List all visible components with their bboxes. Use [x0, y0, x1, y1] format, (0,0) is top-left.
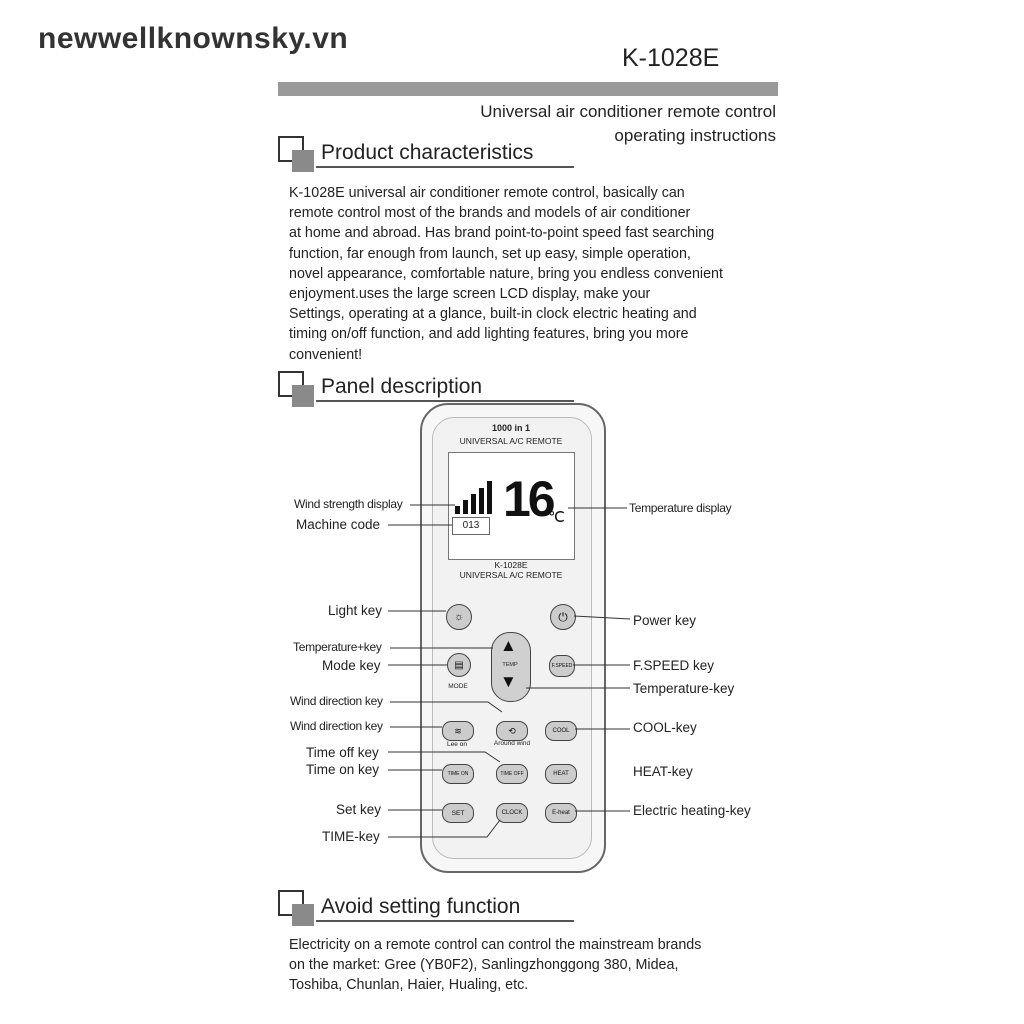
- label-wind-strength: Wind strength display: [294, 497, 403, 511]
- section-square-icon: [278, 890, 314, 926]
- machine-code-display: 013: [452, 517, 490, 535]
- mode-icon: ▤: [454, 659, 464, 671]
- paragraph-line: novel appearance, comfortable nature, bring you endless convenient: [289, 265, 723, 282]
- paragraph-line: remote control most of the brands and models of air conditioner: [289, 205, 691, 222]
- model-number: K-1028E: [622, 44, 720, 72]
- label-light-key: Light key: [328, 603, 383, 618]
- label-mode-key: Mode key: [322, 658, 381, 673]
- wind-swing-icon: ≋: [454, 725, 462, 736]
- watermark: newwellknownsky.vn: [38, 22, 349, 55]
- remote-universal-line: UNIVERSAL A/C REMOTE: [459, 570, 563, 580]
- remote-brand-line-2: UNIVERSAL A/C REMOTE: [459, 436, 563, 446]
- heat-key[interactable]: HEAT: [545, 764, 577, 784]
- e-heat-key[interactable]: E-heat: [545, 803, 577, 823]
- time-on-key[interactable]: TIME ON: [442, 764, 474, 784]
- clock-key[interactable]: CLOCK: [496, 803, 528, 823]
- celsius-unit: ℃: [548, 509, 565, 526]
- label-time-key: TIME-key: [322, 829, 380, 844]
- time-off-key[interactable]: TIME OFF: [496, 764, 528, 784]
- remote-brand-line-1: 1000 in 1: [491, 423, 531, 433]
- label-machine-code: Machine code: [296, 517, 381, 532]
- paragraph-line: K-1028E universal air conditioner remote control, basically can: [289, 185, 685, 201]
- section-title-avoid: Avoid setting function: [321, 895, 521, 918]
- label-cool-key: COOL-key: [633, 720, 697, 735]
- section-underline: [316, 920, 574, 922]
- label-electric-heating: Electric heating-key: [633, 803, 751, 818]
- label-power-key: Power key: [633, 613, 697, 628]
- paragraph-line: enjoyment.uses the large screen LCD display, make your: [289, 286, 651, 303]
- paragraph-line: Settings, operating at a glance, built-in clock electric heating and: [289, 306, 697, 323]
- label-set-key: Set key: [336, 802, 382, 817]
- remote-model-line: K-1028E: [494, 560, 528, 570]
- power-icon: ⏻: [558, 609, 568, 624]
- label-temperature-display: Temperature display: [629, 501, 732, 515]
- paragraph-line: timing on/off function, and add lighting features, bring you more: [289, 326, 689, 343]
- section-title-panel: Panel description: [321, 375, 483, 398]
- fspeed-key[interactable]: F.SPEED: [549, 655, 575, 677]
- label-temperature-plus: Temperature+key: [293, 640, 382, 654]
- around-wind-label: Around wind: [493, 740, 531, 747]
- paragraph-line: at home and abroad. Has brand point-to-point speed fast searching: [289, 225, 715, 242]
- temp-up-key[interactable]: ▲: [500, 636, 517, 655]
- paragraph-line: function, far enough from launch, set up easy, simple operation,: [289, 245, 691, 262]
- subtitle-line-1: Universal air conditioner remote control: [480, 102, 776, 121]
- paragraph-line: on the market: Gree (YB0F2), Sanlingzhonggong 380, Midea,: [289, 957, 679, 974]
- mode-key-label: MODE: [448, 683, 468, 690]
- cool-key[interactable]: COOL: [545, 721, 577, 741]
- set-key[interactable]: SET: [442, 803, 474, 823]
- temperature-value: 16: [503, 471, 553, 527]
- avoid-paragraph: [289, 935, 789, 996]
- subtitle-line-2: operating instructions: [614, 126, 776, 145]
- label-wind-direction-2: Wind direction key: [290, 719, 383, 733]
- label-heat-key: HEAT-key: [633, 764, 693, 779]
- temp-down-key[interactable]: ▼: [500, 672, 517, 691]
- label-temperature-minus: Temperature-key: [633, 681, 735, 696]
- label-time-on: Time on key: [306, 762, 380, 777]
- temp-key-label: TEMP: [502, 662, 518, 668]
- label-time-off: Time off key: [306, 745, 379, 760]
- paragraph-line: convenient!: [289, 346, 363, 363]
- paragraph-line: Electricity on a remote control can control the mainstream brands: [289, 937, 702, 953]
- lee-on-label: Lee on: [447, 741, 467, 748]
- bulb-icon: ☼: [453, 611, 465, 623]
- label-wind-direction-1: Wind direction key: [290, 694, 383, 708]
- paragraph-line: Toshiba, Chunlan, Haier, Hualing, etc.: [289, 977, 529, 994]
- wind-around-icon: ⟲: [508, 725, 516, 736]
- section-title-product: Product characteristics: [321, 141, 534, 164]
- label-fspeed-key: F.SPEED key: [633, 658, 715, 673]
